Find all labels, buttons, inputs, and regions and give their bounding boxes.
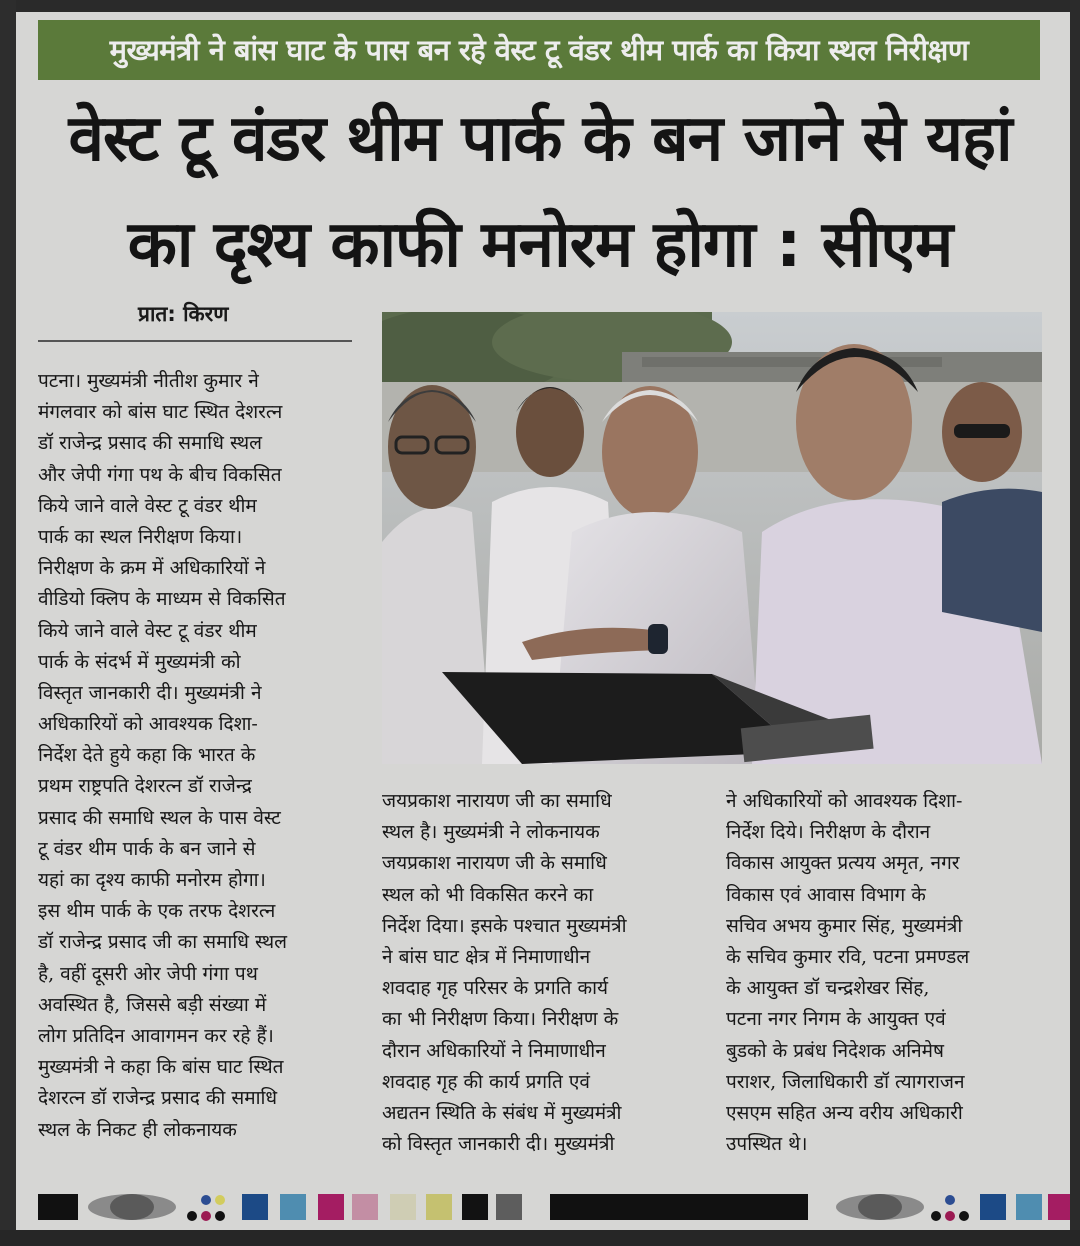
- byline: प्रात: किरण: [138, 302, 229, 326]
- article-line: निर्देश दिया। इसके पश्चात मुख्यमंत्री: [382, 914, 627, 937]
- article-column-3: [726, 786, 1042, 1160]
- article-line: अवस्थित है, जिससे बड़ी संख्या में: [38, 993, 267, 1016]
- article-line: है, वहीं दूसरी ओर जेपी गंगा पथ: [38, 962, 258, 985]
- article-line: पार्क का स्थल निरीक्षण किया।: [38, 525, 243, 548]
- article-line: विकास आयुक्त प्रत्यय अमृत, नगर: [726, 852, 960, 875]
- article-line: जयप्रकाश नारायण जी के समाधि: [382, 852, 607, 875]
- article-line: मंगलवार को बांस घाट स्थित देशरत्न: [38, 401, 283, 424]
- article-line: देशरत्न डॉ राजेन्द्र प्रसाद की समाधि: [38, 1087, 278, 1110]
- article-line: बुडको के प्रबंध निदेशक अनिमेष: [726, 1039, 945, 1062]
- scan-edge-right: [1070, 0, 1080, 1246]
- article-line: यहां का दृश्य काफी मनोरम होगा।: [38, 869, 266, 891]
- article-line: अधिकारियों को आवश्यक दिशा-: [38, 713, 258, 736]
- photo-illustration: [382, 312, 1042, 764]
- article-line: डॉ राजेन्द्र प्रसाद जी का समाधि स्थल: [38, 931, 288, 954]
- article-line: जयप्रकाश नारायण जी का समाधि: [382, 790, 612, 812]
- article-column-1: [38, 366, 352, 1146]
- article-line: वीडियो क्लिप के माध्यम से विकसित: [38, 588, 286, 611]
- article-line: ने बांस घाट क्षेत्र में निमाणाधीन: [382, 945, 591, 968]
- article-line: किये जाने वाले वेस्ट टू वंडर थीम: [38, 494, 257, 517]
- headline: [30, 86, 1050, 298]
- article-line: दौरान अधिकारियों ने निमाणाधीन: [382, 1039, 606, 1062]
- article-line: पटना। मुख्यमंत्री नीतीश कुमार ने: [38, 370, 259, 392]
- headline-line-2: का दृश्य काफी मनोरम होगा : सीएम: [127, 208, 953, 282]
- article-line: प्रथम राष्ट्रपति देशरत्न डॉ राजेन्द्र: [38, 775, 252, 798]
- byline-rule: [38, 340, 352, 342]
- article-line: डॉ राजेन्द्र प्रसाद की समाधि स्थल: [38, 432, 262, 455]
- article-line: मुख्यमंत्री ने कहा कि बांस घाट स्थित: [38, 1056, 284, 1079]
- article-line: प्रसाद की समाधि स्थल के पास वेस्ट: [38, 806, 281, 829]
- scan-edge-bottom: [0, 1230, 1080, 1246]
- article-line: स्थल है। मुख्यमंत्री ने लोकनायक: [382, 821, 600, 844]
- article-line: के आयुक्त डॉ चन्द्रशेखर सिंह,: [726, 977, 930, 1000]
- article-line: शवदाह गृह की कार्य प्रगति एवं: [382, 1070, 590, 1093]
- article-line: अद्यतन स्थिति के संबंध में मुख्यमंत्री: [382, 1101, 622, 1124]
- print-registration-marks: [30, 1190, 1072, 1228]
- article-line: एसएम सहित अन्य वरीय अधिकारी: [726, 1101, 963, 1124]
- article-line: विकास एवं आवास विभाग के: [726, 883, 926, 906]
- article-line: निर्देश देते हुये कहा कि भारत के: [38, 744, 256, 767]
- article-line: लोग प्रतिदिन आवागमन कर रहे हैं।: [38, 1024, 274, 1047]
- article-line: के सचिव कुमार रवि, पटना प्रमण्डल: [726, 945, 970, 968]
- headline-line-1: वेस्ट टू वंडर थीम पार्क के बन जाने से यहां: [68, 102, 1012, 176]
- article-line: विस्तृत जानकारी दी। मुख्यमंत्री ने: [38, 681, 262, 704]
- scan-edge-left: [0, 0, 16, 1246]
- article-line: पार्क के संदर्भ में मुख्यमंत्री को: [38, 650, 241, 673]
- news-photo: [382, 312, 1042, 764]
- article-line: निर्देश दिये। निरीक्षण के दौरान: [726, 821, 931, 844]
- article-line: उपस्थित थे।: [726, 1133, 808, 1156]
- article-line: को विस्तृत जानकारी दी। मुख्यमंत्री: [382, 1133, 615, 1156]
- article-line: स्थल के निकट ही लोकनायक: [38, 1118, 237, 1141]
- scan-edge-top: [0, 0, 1080, 12]
- article-line: शवदाह गृह परिसर के प्रगति कार्य: [382, 977, 609, 1000]
- article-line: पटना नगर निगम के आयुक्त एवं: [726, 1008, 946, 1031]
- kicker-banner: मुख्यमंत्री ने बांस घाट के पास बन रहे वेस्ट टू वंडर थीम पार्क का किया स्थल निरीक्षण: [38, 20, 1040, 80]
- article-line: टू वंडर थीम पार्क के बन जाने से: [38, 837, 256, 860]
- article-line: सचिव अभय कुमार सिंह, मुख्यमंत्री: [726, 914, 963, 937]
- article-line: निरीक्षण के क्रम में अधिकारियों ने: [38, 557, 266, 580]
- article-line: और जेपी गंगा पथ के बीच विकसित: [38, 463, 282, 486]
- article-line: का भी निरीक्षण किया। निरीक्षण के: [382, 1008, 619, 1031]
- article-line: स्थल को भी विकसित करने का: [382, 883, 594, 906]
- article-column-2: [382, 786, 698, 1160]
- article-line: इस थीम पार्क के एक तरफ देशरत्न: [38, 900, 276, 923]
- article-line: ने अधिकारियों को आवश्यक दिशा-: [726, 790, 963, 812]
- article-line: पराशर, जिलाधिकारी डॉ त्यागराजन: [726, 1070, 965, 1093]
- article-line: किये जाने वाले वेस्ट टू वंडर थीम: [38, 619, 257, 642]
